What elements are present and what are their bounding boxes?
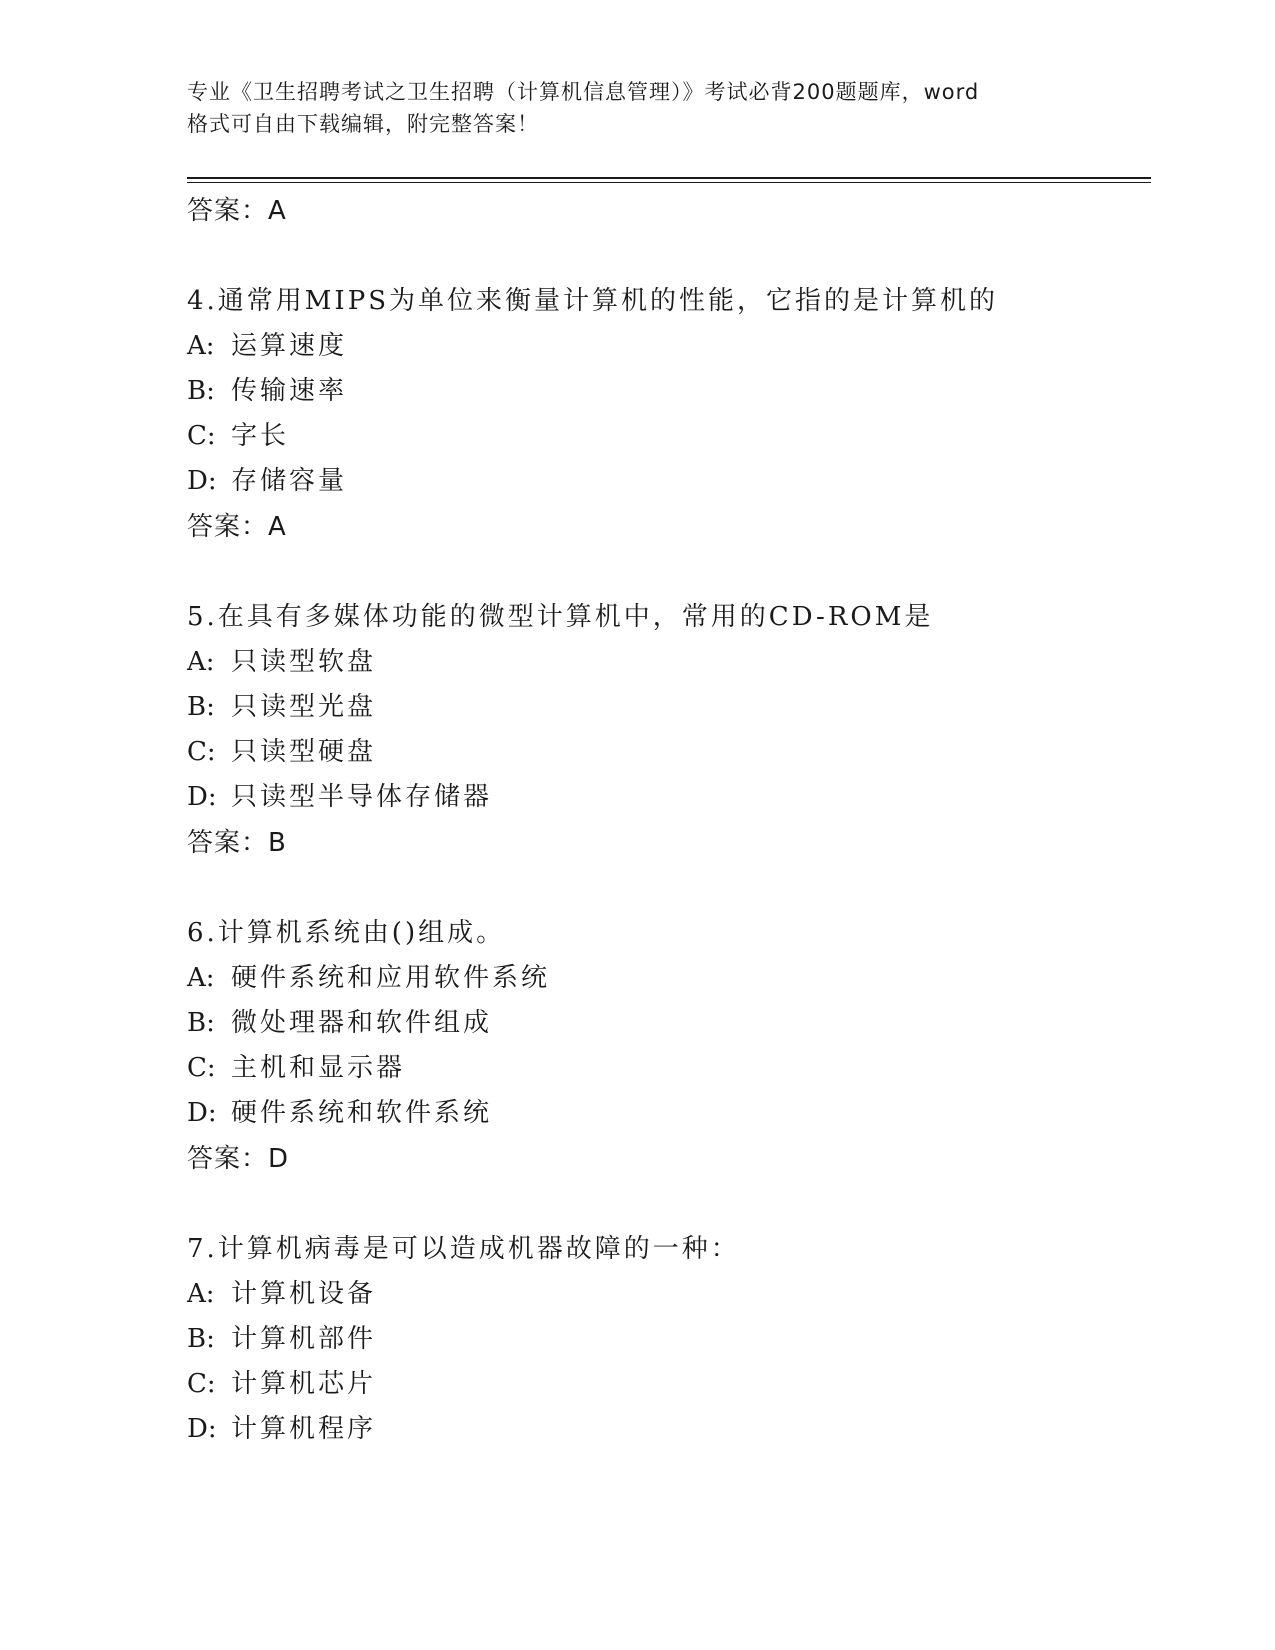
option-text: 微处理器和软件组成 xyxy=(231,1008,493,1038)
option-text: 硬件系统和应用软件系统 xyxy=(231,963,551,993)
option-letter: D: xyxy=(187,782,217,812)
answer-line: 答案：B xyxy=(187,828,287,858)
option-text: 硬件系统和软件系统 xyxy=(231,1098,493,1128)
option-a xyxy=(187,956,1151,1001)
option-letter: A: xyxy=(187,1279,215,1309)
question-text: 7.计算机病毒是可以造成机器故障的一种： xyxy=(187,1234,740,1264)
option-d xyxy=(187,459,1151,504)
answer-line: 答案：A xyxy=(187,512,287,542)
option-letter: B: xyxy=(187,1324,215,1354)
question-block xyxy=(187,278,1151,550)
header-line-1: 专业《卫生招聘考试之卫生招聘（计算机信息管理）》考试必背200题题库，word xyxy=(187,80,980,104)
option-letter: D: xyxy=(187,1414,217,1444)
option-b xyxy=(187,685,1151,730)
option-c xyxy=(187,414,1151,459)
option-text: 传输速率 xyxy=(231,376,348,406)
option-text: 计算机程序 xyxy=(231,1414,377,1444)
option-letter: A: xyxy=(187,331,215,361)
option-a xyxy=(187,640,1151,685)
option-letter: C: xyxy=(187,1369,216,1399)
option-text: 计算机设备 xyxy=(231,1279,377,1309)
option-b xyxy=(187,369,1151,414)
option-text: 只读型半导体存储器 xyxy=(231,782,493,812)
answer-line: 答案：D xyxy=(187,1144,290,1174)
question-text: 4.通常用MIPS为单位来衡量计算机的性能，它指的是计算机的 xyxy=(187,286,999,316)
option-text: 字长 xyxy=(231,421,290,451)
option-text: 只读型光盘 xyxy=(231,692,377,722)
question-text: 6.计算机系统由()组成。 xyxy=(187,918,506,948)
option-d xyxy=(187,1407,1151,1452)
option-b xyxy=(187,1317,1151,1362)
question-list xyxy=(187,188,1151,1496)
option-letter: B: xyxy=(187,376,215,406)
option-b xyxy=(187,1001,1151,1046)
option-letter: C: xyxy=(187,1053,216,1083)
option-text: 计算机芯片 xyxy=(231,1369,377,1399)
option-letter: D: xyxy=(187,466,217,496)
header-divider-thin xyxy=(187,182,1151,183)
option-text: 只读型软盘 xyxy=(231,647,377,677)
option-letter: B: xyxy=(187,692,215,722)
question-block xyxy=(187,594,1151,866)
option-letter: C: xyxy=(187,737,216,767)
option-text: 运算速度 xyxy=(231,331,348,361)
option-letter: D: xyxy=(187,1098,217,1128)
question-text: 5.在具有多媒体功能的微型计算机中，常用的CD-ROM是 xyxy=(187,602,934,632)
option-c xyxy=(187,1362,1151,1407)
option-a xyxy=(187,324,1151,369)
answer-line: 答案：A xyxy=(187,196,287,226)
option-text: 主机和显示器 xyxy=(231,1053,406,1083)
option-d xyxy=(187,1091,1151,1136)
option-letter: A: xyxy=(187,963,215,993)
option-letter: A: xyxy=(187,647,215,677)
option-letter: C: xyxy=(187,421,216,451)
option-c xyxy=(187,1046,1151,1091)
question-block xyxy=(187,1226,1151,1452)
option-text: 只读型硬盘 xyxy=(231,737,377,767)
document-header xyxy=(187,76,1087,140)
option-text: 存储容量 xyxy=(231,466,348,496)
option-a xyxy=(187,1272,1151,1317)
header-divider-thick xyxy=(187,177,1151,179)
option-letter: B: xyxy=(187,1008,215,1038)
option-c xyxy=(187,730,1151,775)
question-block xyxy=(187,910,1151,1182)
header-line-2: 格式可自由下载编辑，附完整答案！ xyxy=(187,112,539,136)
option-text: 计算机部件 xyxy=(231,1324,377,1354)
option-d xyxy=(187,775,1151,820)
